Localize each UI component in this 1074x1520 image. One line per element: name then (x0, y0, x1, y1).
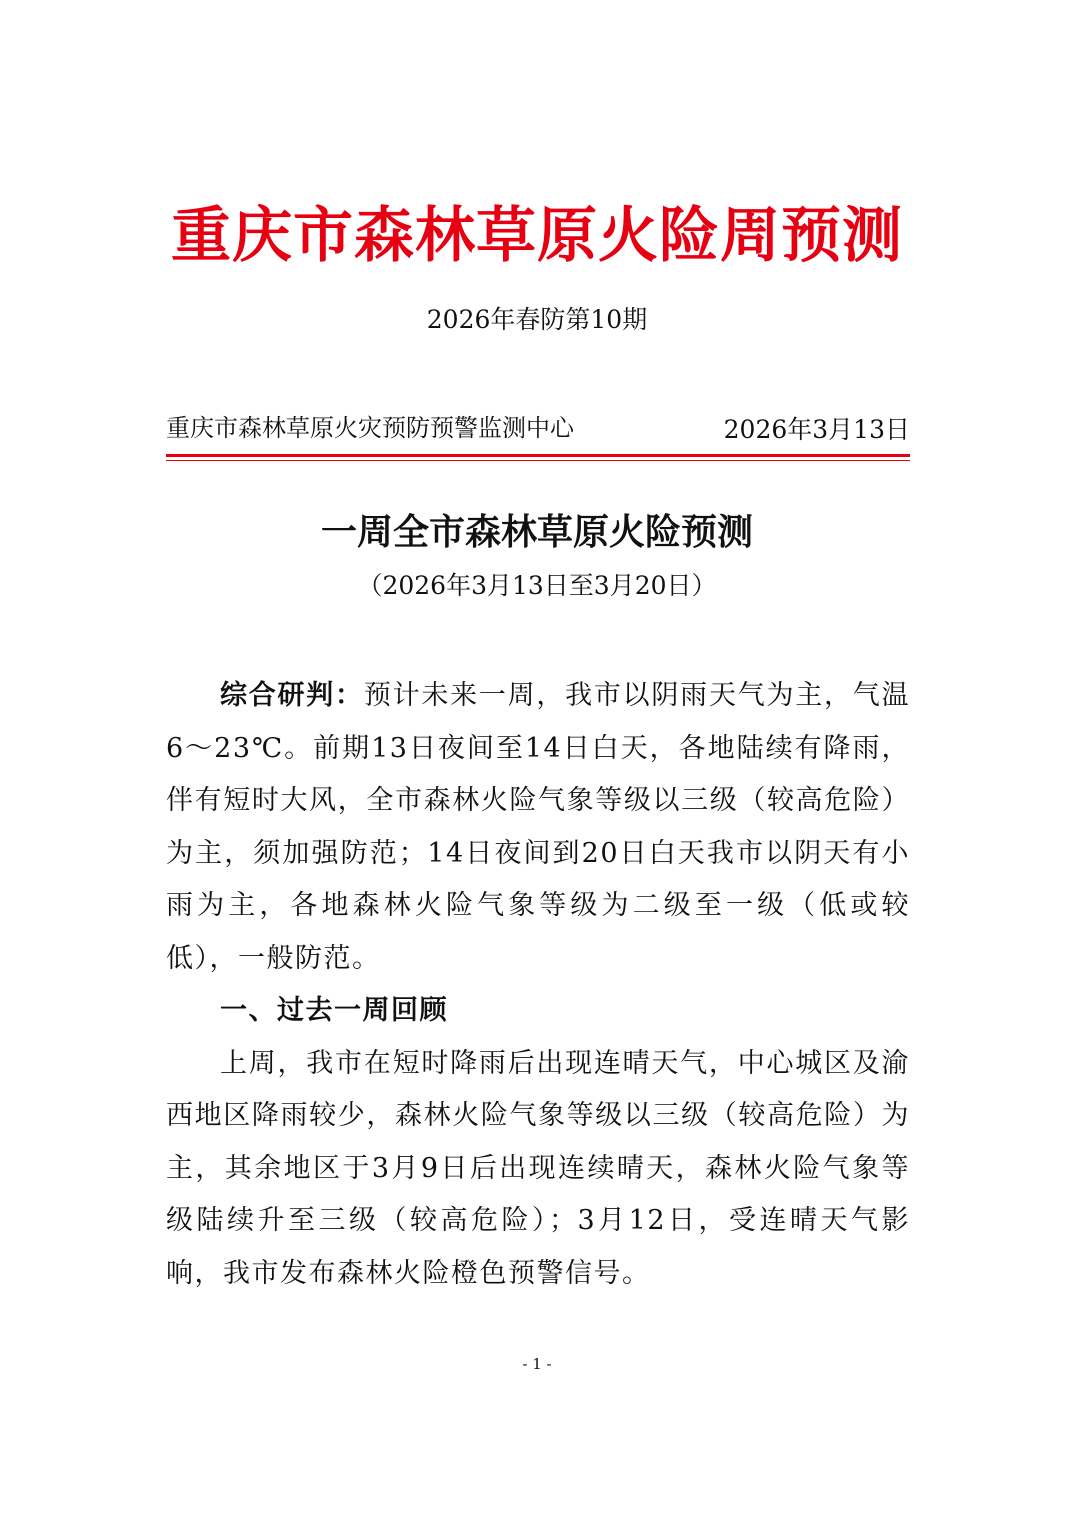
section-heading: 一、过去一周回顾 (220, 995, 448, 1026)
issue-number: 2026年春防第10期 (426, 305, 648, 334)
section-paragraph: 上周，我市在短时降雨后出现连晴天气，中心城区及渝西地区降雨较少，森林火险气象等级以三级（较高危险）为主，其余地区于3月9日后出现连续晴天，森林火险气象等级陆续升至三级（较高危险）；3月12日，受连晴天气影响，我市发布森林火险橙色预警信号。 (166, 1047, 910, 1289)
page-number: - 1 - (522, 1355, 552, 1373)
publish-date: 2026年3月13日 (723, 415, 910, 444)
summary-paragraph (166, 670, 910, 985)
issuing-organization: 重庆市森林草原火灾预防预警监测中心 (166, 414, 574, 442)
summary-label: 综合研判： (220, 680, 364, 711)
document-title: 一周全市森林草原火险预测 (320, 511, 753, 553)
red-divider-thin (166, 460, 910, 461)
document-body (166, 670, 910, 1300)
masthead-title: 重庆市森林草原火险周预测 (171, 201, 903, 271)
red-divider-thick (166, 454, 910, 457)
forecast-period: （2026年3月13日至3月20日） (357, 571, 717, 600)
summary-text: 预计未来一周，我市以阴雨天气为主，气温6～23℃。前期13日夜间至14日白天，各地陆续有降雨，伴有短时大风，全市森林火险气象等级以三级（较高危险）为主，须加强防范；14日夜间到20日白天我市以阴天有小雨为主，各地森林火险气象等级为二级至一级（低或较低），一般防范。 (166, 680, 911, 974)
